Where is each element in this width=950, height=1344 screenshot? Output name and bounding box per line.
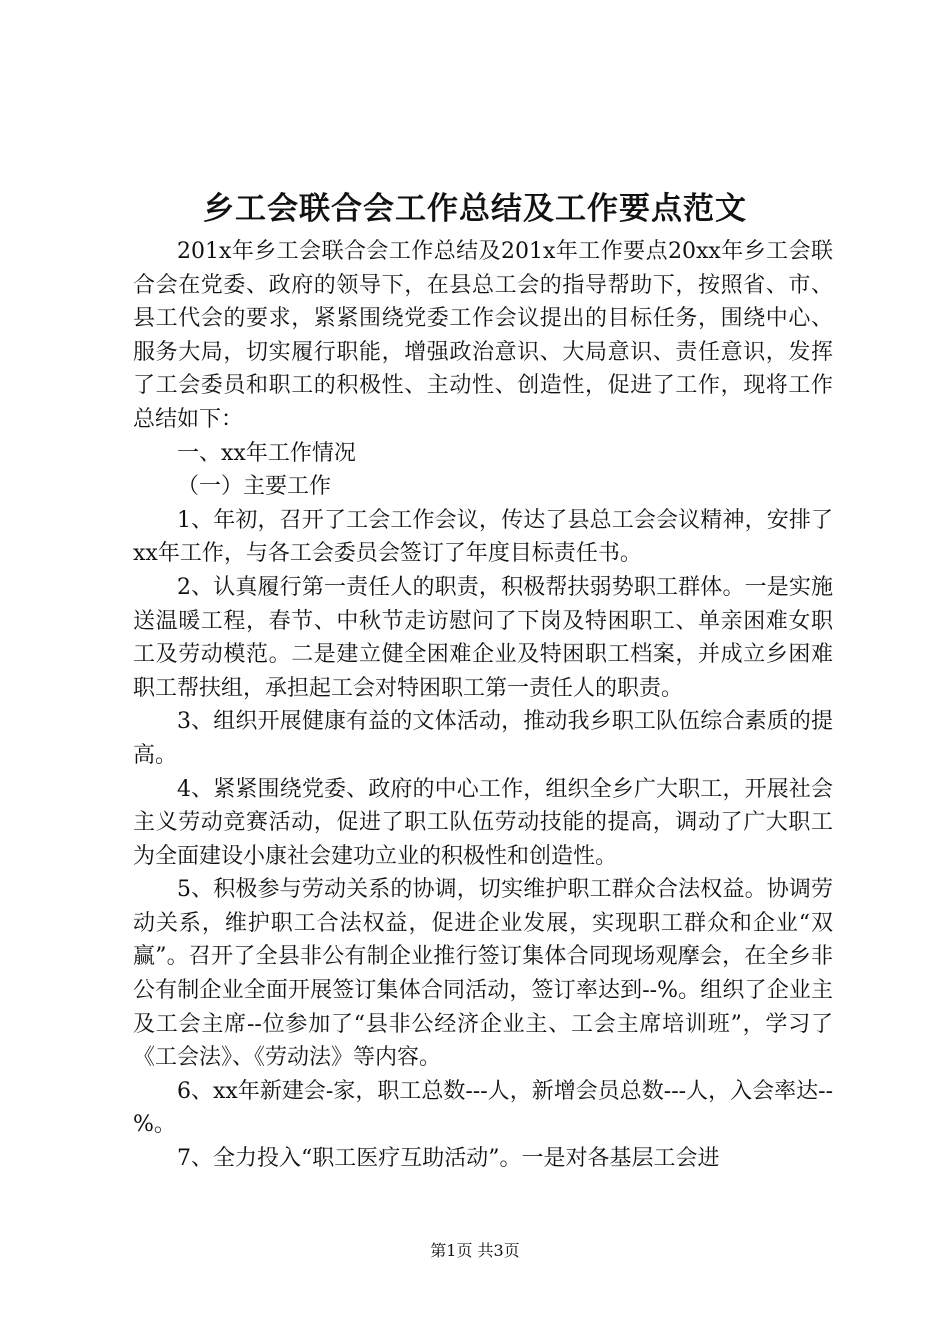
paragraph-item-5: 5、积极参与劳动关系的协调，切实维护职工群众合法权益。协调劳动关系，维护职工合法权益，促进企业发展，实现职工群众和企业“双赢”。召开了全县非公有制企业推行签订集体合同现场观摩会，在全乡非公有制企业全面开展签订集体合同活动，签订率达到--%。组织了企业主及工会主席--位参加了“县非公经济企业主、工会主席培训班”，学习了《工会法》、《劳动法》等内容。 [133,877,833,1071]
document-body [133,235,833,1176]
document-title: 乡工会联合会工作总结及工作要点范文 [203,191,747,227]
page-number-footer: 第1页 共3页 [430,1241,520,1260]
paragraph-item-6: 6、xx年新建会-家，职工总数---人，新增会员总数---人，入会率达--%。 [133,1078,833,1138]
paragraph-item-7: 7、全力投入“职工医疗互助活动”。一是对各基层工会进 [177,1146,720,1172]
paragraph-intro: 201x年乡工会联合会工作总结及201x年工作要点20xx年乡工会联合会在党委、政府的领导下，在县总工会的指导帮助下，按照省、市、县工代会的要求，紧紧围绕党委工作会议提出的目标任务，围绕中心、服务大局，切实履行职能，增强政治意识、大局意识、责任意识，发挥了工会委员和职工的积极性、主动性、创造性，促进了工作，现将工作总结如下： [133,239,833,432]
paragraph-item-2: 2、认真履行第一责任人的职责，积极帮扶弱势职工群体。一是实施送温暖工程，春节、中秋节走访慰问了下岗及特困职工、单亲困难女职工及劳动模范。二是建立健全困难企业及特困职工档案，并成立乡困难职工帮扶组，承担起工会对特困职工第一责任人的职责。 [133,574,833,701]
paragraph-item-1: 1、年初，召开了工会工作会议，传达了县总工会会议精神，安排了xx年工作，与各工会委员会签订了年度目标责任书。 [133,507,833,567]
paragraph-item-3: 3、组织开展健康有益的文体活动，推动我乡职工队伍综合素质的提高。 [133,709,833,768]
paragraph-item-4: 4、紧紧围绕党委、政府的中心工作，组织全乡广大职工，开展社会主义劳动竞赛活动，促进了职工队伍劳动技能的提高，调动了广大职工为全面建设小康社会建功立业的积极性和创造性。 [133,776,833,869]
subsection-heading: （一）主要工作 [177,474,332,500]
section-heading: 一、xx年工作情况 [177,440,356,466]
